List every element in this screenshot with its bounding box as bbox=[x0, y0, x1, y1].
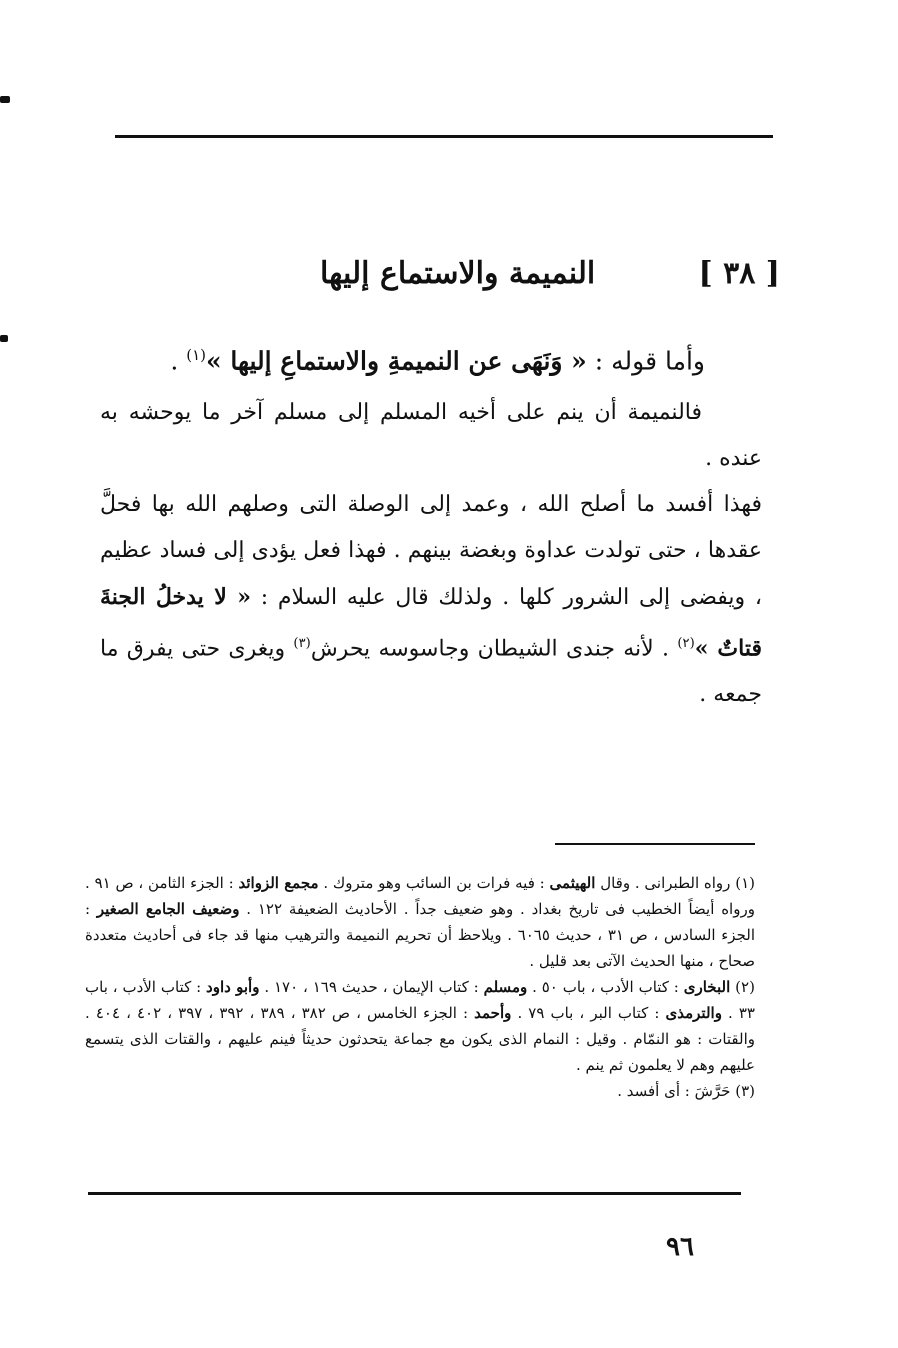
footnote-1-text-c: : فيه فرات بن السائب وهو متروك . bbox=[323, 874, 545, 892]
quote-prefix: وأما قوله : bbox=[594, 346, 705, 376]
paragraph-2-part-c: ويغرى حتى يفرق ما جمعه . bbox=[100, 636, 762, 708]
footnote-2-source-bukhari: البخارى bbox=[683, 978, 731, 996]
paragraph-1: فالنميمة أن ينم على أخيه المسلم إلى مسلم آخر ما يوحشه به عنده . bbox=[100, 400, 762, 471]
footnote-2-text-g: : كتاب الأدب ، باب ٣٣ . bbox=[85, 978, 755, 1022]
paragraph-2 bbox=[100, 482, 762, 718]
quote-text: « وَنَهَى عن النميمةِ والاستماعِ إليها » bbox=[206, 346, 587, 376]
footnote-2-text-c: : كتاب الأدب ، باب ٥٠ . bbox=[532, 978, 679, 996]
footnote-1-text-g: : الجزء السادس ، ص ٣١ ، حديث ٦٠٦٥ . ويلاحظ أن تحريم النميمة والترهيب منها قد جاء فى أحاديث متعددة صحاح ، منها الحديث الآتى بعد قليل . bbox=[85, 900, 755, 970]
chapter-heading bbox=[320, 248, 780, 298]
quote-line bbox=[170, 330, 705, 386]
footnote-2-source-muslim: ومسلم bbox=[483, 978, 528, 996]
footnote-2-text-i: : كتاب البر ، باب ٧٩ . bbox=[517, 1004, 660, 1022]
footnote-1 bbox=[85, 870, 755, 974]
scan-mark-middle bbox=[0, 335, 8, 342]
top-rule bbox=[115, 135, 773, 138]
footnote-ref-1: (١) bbox=[186, 346, 207, 364]
footnote-1-text-e: : الجزء الثامن ، ص ٩١ . ورواه أيضاً الخطيب فى تاريخ بغداد . وهو ضعيف جداً . الأحاديث الضعيفة ١٢٢ . bbox=[85, 874, 755, 918]
hadith-text: « لا يدخلُ الجنةَ قتاتٌ » bbox=[100, 584, 762, 662]
footnotes bbox=[85, 870, 755, 1104]
footnote-1-source-jami: وضعيف الجامع الصغير bbox=[96, 900, 240, 918]
scan-mark-top bbox=[0, 96, 10, 103]
footnote-2-text-k: : الجزء الخامس ، ص ٣٨٢ ، ٣٨٩ ، ٣٩٢ ، ٣٩٧ ، ٤٠٢ ، ٤٠٤ . والقتات : هو النمّام . وقيل : النمام الذى يكون مع جماعة يتحدثون حديثاً فينم عليهم ، والقتات الذى يتسمع عليهم وهم لا يعلمون ثم ينم . bbox=[85, 1004, 755, 1074]
footnote-2 bbox=[85, 974, 755, 1078]
footnote-2-source-abudawud: وأبو داود bbox=[206, 978, 260, 996]
footnote-2-source-tirmidhi: والترمذى bbox=[665, 1004, 722, 1022]
footnote-1-source-haythami: الهيثمى bbox=[549, 874, 596, 892]
chapter-number: [ ٣٨ ] bbox=[698, 255, 780, 291]
page-number: ٩٦ bbox=[666, 1232, 694, 1262]
paragraph-2-part-a: فهذا أفسد ما أصلح الله ، وعمد إلى الوصلة التى وصلهم الله بها فحلَّ عقدها ، حتى تولدت عداوة وبغضة بينهم . فهذا فعل يؤدى إلى فساد عظيم ، ويفضى إلى الشرور كلها . ولذلك قال عليه السلام : bbox=[100, 492, 763, 610]
quote-end: . bbox=[170, 346, 187, 376]
body-text bbox=[100, 390, 762, 718]
paragraph-2-part-b: . لأنه جندى الشيطان وجاسوسه يحرش bbox=[310, 636, 678, 662]
footnote-3: (٣) حَرَّشَ : أى أفسد . bbox=[617, 1082, 755, 1100]
chapter-title: النميمة والاستماع إليها bbox=[320, 255, 596, 291]
footnote-ref-3: (٣) bbox=[293, 636, 311, 651]
footnote-1-text-a: (١) رواه الطبرانى . وقال bbox=[600, 874, 755, 892]
footnote-2-num: (٢) bbox=[735, 978, 755, 996]
bottom-rule bbox=[88, 1192, 741, 1195]
footnote-2-source-ahmad: وأحمد bbox=[474, 1004, 512, 1022]
footnote-1-source-majma: مجمع الزوائد bbox=[238, 874, 319, 892]
footnote-2-text-e: : كتاب الإيمان ، حديث ١٦٩ ، ١٧٠ . bbox=[264, 978, 479, 996]
footnote-ref-2: (٢) bbox=[677, 636, 695, 651]
footnote-separator bbox=[555, 843, 755, 845]
